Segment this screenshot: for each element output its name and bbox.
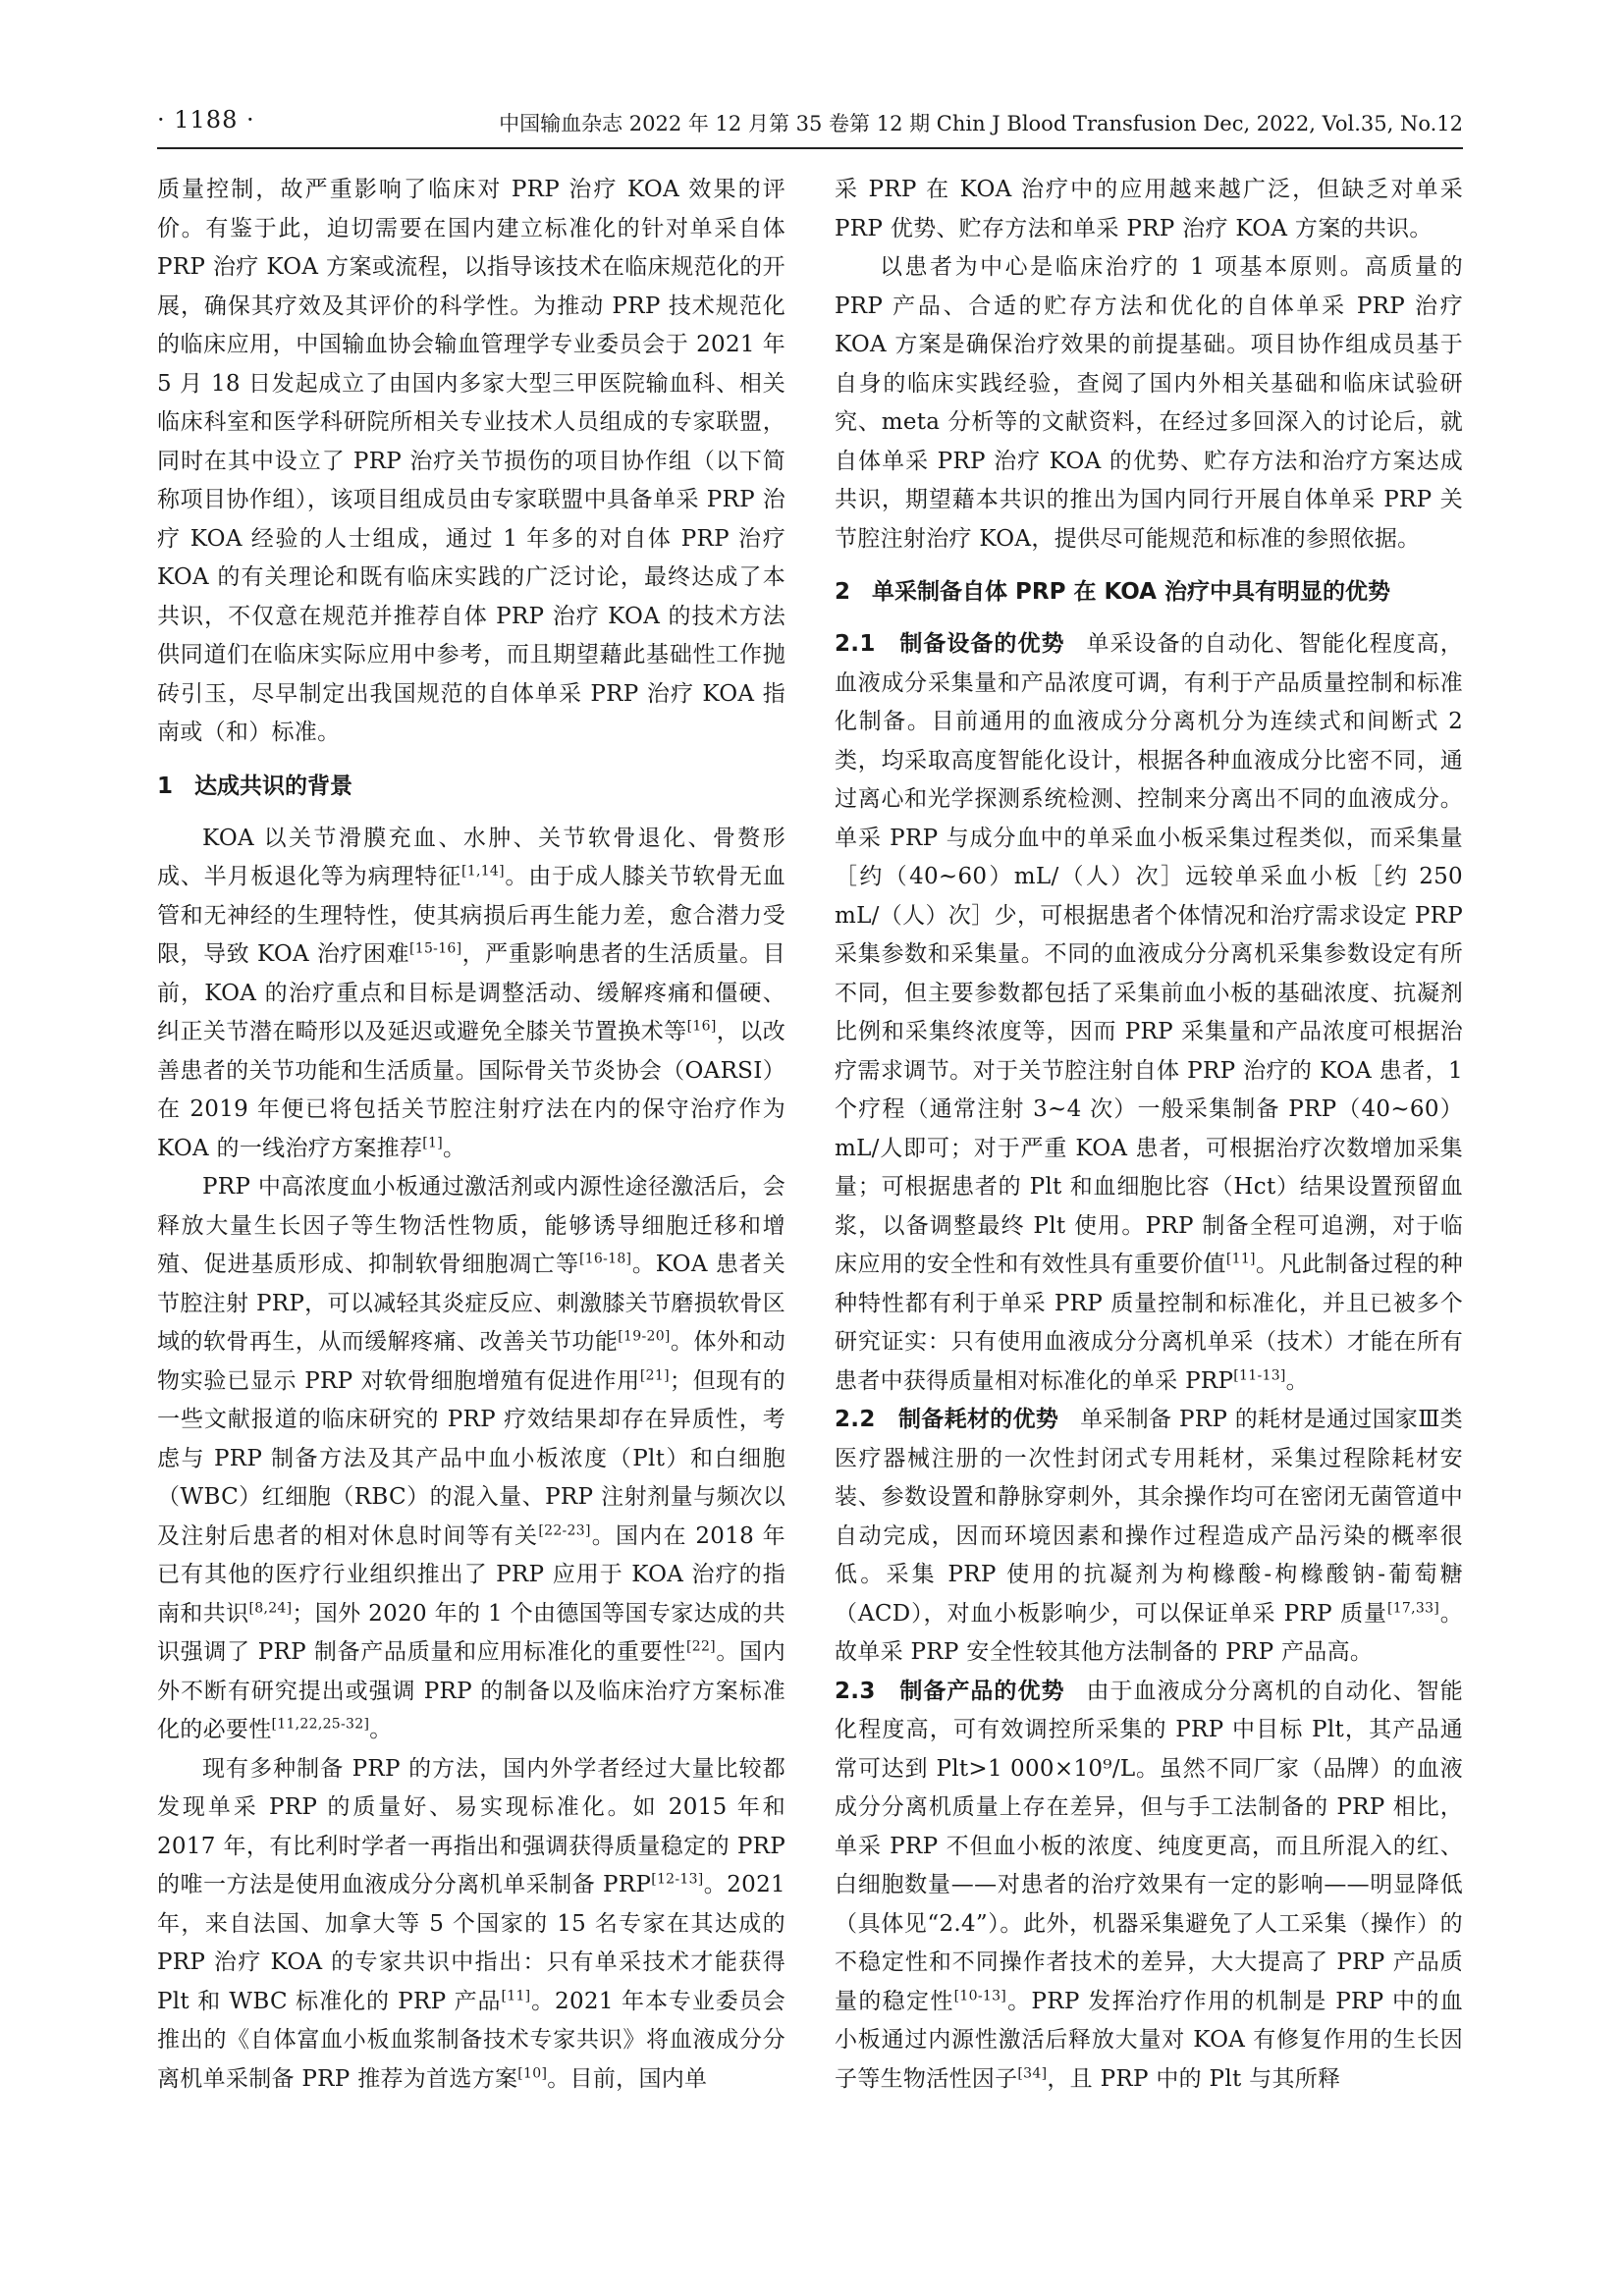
citation: [11] [1225,1251,1256,1267]
section-number: 1 [157,773,174,799]
subsection-heading: 2.3 制备产品的优势 [835,1678,1065,1704]
text-run: 。 [369,1717,393,1742]
text-run: 。2021 年本专业委员会推出的《自体富血小板血浆制备技术专家共识》将血液成分分离机单采制备 PRP 推荐为首选方案 [157,1988,785,2092]
section-title: 达成共识的背景 [194,773,353,799]
left-column [157,171,785,2222]
citation: [34] [1017,2064,1048,2081]
citation: [10] [517,2064,548,2081]
text-run: 。凡此制备过程的种种特性都有利于单采 PRP 质量控制和标准化，并且已被多个研究证实：只有使用血液成分分离机单采（技术）才能在所有患者中获得质量相对标准化的单采 PRP [835,1252,1463,1394]
text-run: 。 [1285,1367,1309,1394]
text-run: PRP 中高浓度血小板通过激活剂或内源性途径激活后，会释放大量生长因子等生物活性物质，能够诱导细胞迁移和增殖、促进基质形成、抑制软骨细胞凋亡等 [157,1174,785,1277]
citation: [21] [639,1366,670,1383]
section-heading-1 [157,767,785,806]
page-number: · 1188 · [157,106,255,133]
text-run: 单采设备的自动化、智能化程度高，血液成分采集量和产品浓度可调，有利于产品质量控制和标准化制备。目前通用的血液成分分离机分为连续式和间断式 2 类，均采取高度智能化设计，根据各种血液成分比密不同，通过离心和光学探测系统检测、控制来分离出不同的血液成分。单采 PRP 与成分血中的单采血小板采集过程类似，而采集量［约（40~60）mL/（人）次］远较单采血小板［约 250 mL/（人）次］少，可根据患者个体情况和治疗需求设定 PRP 采集参数和采集量。不同的血液成分分离机采集参数设定有所不同，但主要参数都包括了采集前血小板的基础浓度、抗凝剂比例和采集终浓度等，因而 PRP 采集量和产品浓度可根据治疗需求调节。对于关节腔注射自体 PRP 治疗的 KOA 患者，1 个疗程（通常注射 3~4 次）一般采集制备 PRP（40~60）mL/人即可；对于严重 KOA 患者，可根据治疗次数增加采集量；可根据患者的 Plt 和血细胞比容（Hct）结果设置预留血浆，以备调整最终 Plt 使用。PRP 制备全程可追溯，对于临床应用的安全性和有效性具有重要价值 [835,631,1463,1277]
text-run: 现有多种制备 PRP 的方法，国内外学者经过大量比较都发现单采 PRP 的质量好、易实现标准化。如 2015 年和 2017 年，有比利时学者一再指出和强调获得质量稳定的 PRP 的唯一方法是使用血液成分分离机单采制备 PRP [157,1755,785,1897]
paragraph: 质量控制，故严重影响了临床对 PRP 治疗 KOA 效果的评价。有鉴于此，迫切需要在国内建立标准化的针对单采自体 PRP 治疗 KOA 方案或流程，以指导该技术在临床规范化的开展，确保其疗效及其评价的科学性。为推动 PRP 技术规范化的临床应用，中国输血协会输血管理学专业委员会于 2021 年 5 月 18 日发起成立了由国内多家大型三甲医院输血科、相关临床科室和医学科研院所相关专业技术人员组成的专家联盟，同时在其中设立了 PRP 治疗关节损伤的项目协作组（以下简称项目协作组），该项目组成员由专家联盟中具备单采 PRP 治疗 KOA 经验的人士组成，通过 1 年多的对自体 PRP 治疗 KOA 的有关理论和既有临床实践的广泛讨论，最终达成了本共识，不仅意在规范并推荐自体 PRP 治疗 KOA 的技术方法供同道们在临床实际应用中参考，而且期望藉此基础性工作抛砖引玉，尽早制定出我国规范的自体单采 PRP 治疗 KOA 指南或（和）标准。 [157,177,785,745]
citation: [11,22,25-32] [271,1716,370,1733]
text-run: 。故单采 PRP 安全性较其他方法制备的 PRP 产品高。 [835,1600,1463,1665]
paragraph [157,1750,785,2100]
paragraph [835,1401,1463,1673]
paragraph [157,1168,785,1750]
citation: [16-18] [578,1251,632,1267]
paragraph: 以患者为中心是临床治疗的 1 项基本原则。高质量的 PRP 产品、合适的贮存方法和优化的自体单采 PRP 治疗 KOA 方案是确保治疗效果的前提基础。项目协作组成员基于自身的临床实践经验，查阅了国内外相关基础和临床试验研究、meta 分析等的文献资料，在经过多回深入的讨论后，就自体单采 PRP 治疗 KOA 的优势、贮存方法和治疗方案达成共识，期望藉本共识的推出为国内同行开展自体单采 PRP 关节腔注射治疗 KOA，提供尽可能规范和标准的参照依据。 [835,254,1463,552]
citation: [1,14] [460,863,505,880]
paragraph [157,820,785,1169]
text-run: 由于血液成分分离机的自动化、智能化程度高，可有效调控所采集的 PRP 中目标 Plt，其产品通常可达到 Plt>1 000×10⁹/L。虽然不同厂家（品牌）的血液成分分离机质量上存在差异，但与手工法制备的 PRP 相比，单采 PRP 不但血小板的浓度、纯度更高，而且所混入的红、白细胞数量——对患者的治疗效果有一定的影响——明显降低（具体见“2.4”）。此外，机器采集避免了人工采集（操作）的不稳定性和不同操作者技术的差异，大大提高了 PRP 产品质量的稳定性 [835,1678,1463,2014]
journal-running-title: 中国输血杂志 2022 年 12 月第 35 卷第 12 期 Chin J Blood Transfusion Dec, 2022, Vol.35, No.12 [499,112,1463,135]
citation: [11] [501,1987,531,2003]
citation: [12-13] [651,1871,704,1888]
citation: [11-13] [1233,1366,1286,1383]
subsection-heading: 2.1 制备设备的优势 [835,631,1065,657]
text-run: ，且 PRP 中的 Plt 与其所释 [1047,2065,1341,2092]
paragraph [835,625,1463,1401]
text-run: ；国外 2020 年的 1 个由德国等国专家达成的共识强调了 PRP 制备产品质量和应用标准化的重要性 [157,1600,785,1665]
text-run: ，以改善患者的关节功能和生活质量。国际骨关节炎协会（OARSI）在 2019 年便已将包括关节腔注射疗法在内的保守治疗作为 KOA 的一线治疗方案推荐 [157,1019,785,1161]
subsection-heading: 2.2 制备耗材的优势 [835,1407,1059,1432]
citation: [10-13] [953,1987,1007,2003]
citation: [17,33] [1386,1599,1440,1616]
text-run: 。PRP 发挥治疗作用的机制是 PRP 中的血小板通过内源性激活后释放大量对 KOA 有修复作用的生长因子等生物活性因子 [835,1988,1463,2092]
citation: [15-16] [409,940,462,957]
section-heading-2 [835,572,1463,612]
text-run: 。KOA 患者关节腔注射 PRP，可以减轻其炎症反应、刺激膝关节磨损软骨区域的软骨再生，从而缓解疼痛、改善关节功能 [157,1252,785,1355]
citation: [22-23] [538,1522,591,1538]
page-header [157,106,1463,149]
paragraph [835,1673,1463,2100]
citation: [16] [686,1018,717,1035]
text-run: ，严重影响患者的生活质量。目前，KOA 的治疗重点和目标是调整活动、缓解疼痛和僵硬、纠正关节潜在畸形以及延迟或避免全膝关节置换术等 [157,941,785,1044]
text-run: 单采制备 PRP 的耗材是通过国家Ⅲ类医疗器械注册的一次性封闭式专用耗材，采集过程除耗材安装、参数设置和静脉穿刺外，其余操作均可在密闭无菌管道中自动完成，因而环境因素和操作过程造成产品污染的概率很低。采集 PRP 使用的抗凝剂为枸橼酸-枸橼酸钠-葡萄糖（ACD），对血小板影响少，可以保证单采 PRP 质量 [835,1407,1463,1627]
text-run: 。国内在 2018 年已有其他的医疗行业组织推出了 PRP 应用于 KOA 治疗的指南和共识 [157,1522,785,1627]
text-run: 。目前，国内单 [547,2065,708,2092]
citation: [1] [422,1134,443,1150]
citation: [22] [685,1638,716,1655]
text-run: 。国内外不断有研究提出或强调 PRP 的制备以及临床治疗方案标准化的必要性 [157,1639,785,1742]
citation: [8,24] [248,1599,293,1616]
citation: [19-20] [618,1328,671,1345]
section-number: 2 [835,579,851,605]
text-run: 。体外和动物实验已显示 PRP 对软骨细胞增殖有促进作用 [157,1329,785,1394]
paragraph: 采 PRP 在 KOA 治疗中的应用越来越广泛，但缺乏对单采 PRP 优势、贮存方法和单采 PRP 治疗 KOA 方案的共识。 [835,177,1463,241]
text-run: KOA 以关节滑膜充血、水肿、关节软骨退化、骨赘形成、半月板退化等为病理特征 [157,825,785,889]
text-run: 。由于成人膝关节软骨无血管和无神经的生理特性，使其病损后再生能力差，愈合潜力受限，导致 KOA 治疗困难 [157,864,785,967]
text-run: 。 [442,1135,466,1161]
text-run: 。2021 年，来自法国、加拿大等 5 个国家的 15 名专家在其达成的 PRP 治疗 KOA 的专家共识中指出：只有单采技术才能获得 Plt 和 WBC 标准化的 PRP 产品 [157,1872,785,2014]
text-run: ；但现有的一些文献报道的临床研究的 PRP 疗效结果却存在异质性，考虑与 PRP 制备方法及其产品中血小板浓度（Plt）和白细胞（WBC）红细胞（RBC）的混入量、PRP 注射剂量与频次以及注射后患者的相对休息时间等有关 [157,1367,785,1549]
section-title: 单采制备自体 PRP 在 KOA 治疗中具有明显的优势 [872,579,1390,605]
right-column [835,171,1463,2222]
